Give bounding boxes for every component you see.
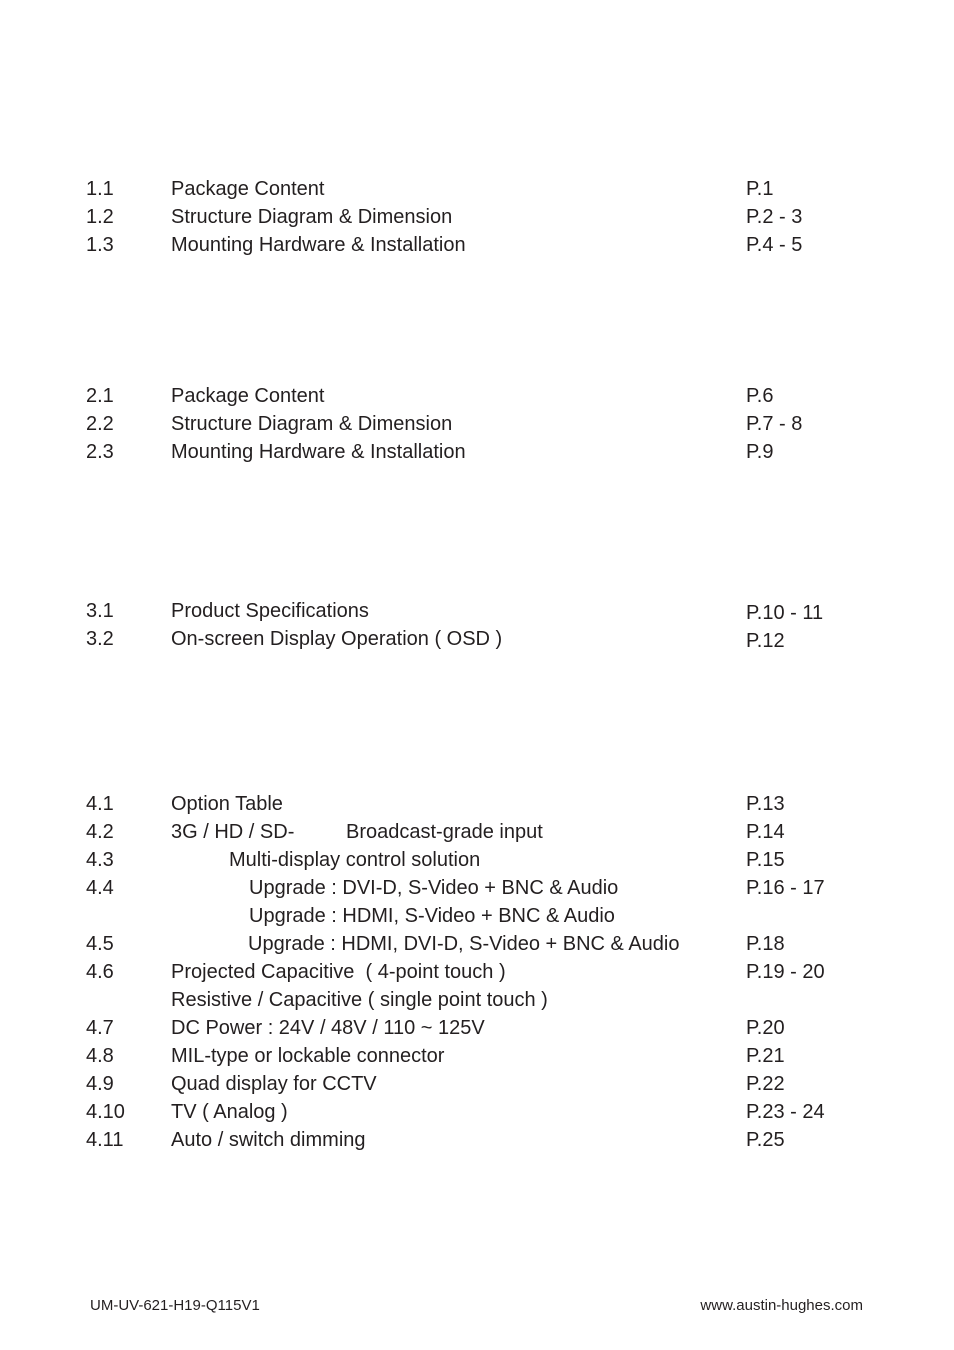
toc-number: 2.3	[86, 441, 114, 463]
toc-page-ref: P.1	[746, 178, 774, 200]
toc-page-ref: P.2 - 3	[746, 206, 803, 228]
toc-page-ref: P.10 - 11	[746, 602, 824, 624]
toc-title: Structure Diagram & Dimension	[171, 413, 453, 435]
toc-page-ref: P.7 - 8	[746, 413, 803, 435]
toc-title-continued: Broadcast-grade input	[346, 821, 543, 843]
toc-entry-4-4[interactable]	[0, 875, 954, 901]
toc-page-ref: P.15	[746, 849, 785, 871]
toc-title: TV ( Analog )	[171, 1101, 288, 1123]
toc-entry-3-1[interactable]	[0, 598, 954, 624]
toc-entry-4-7[interactable]	[0, 1015, 954, 1041]
toc-title: Projected Capacitive ( 4-point touch )	[171, 961, 506, 983]
footer-website-link[interactable]: www.austin-hughes.com	[700, 1297, 863, 1314]
toc-entry-3-2[interactable]	[0, 626, 954, 652]
toc-number: 2.2	[86, 413, 114, 435]
toc-title: MIL-type or lockable connector	[171, 1045, 445, 1067]
toc-entry-4-5[interactable]	[0, 931, 954, 957]
toc-title: Resistive / Capacitive ( single point touch )	[171, 989, 548, 1011]
toc-page-ref: P.9	[746, 441, 774, 463]
toc-title: Product Specifications	[171, 600, 369, 622]
toc-number: 4.9	[86, 1073, 114, 1095]
toc-number: 4.1	[86, 793, 114, 815]
toc-page-ref: P.25	[746, 1129, 785, 1151]
toc-entry-4-8[interactable]	[0, 1043, 954, 1069]
toc-title: 3G / HD / SD-	[171, 821, 295, 843]
toc-title: Package Content	[171, 385, 325, 407]
toc-number: 1.2	[86, 206, 114, 228]
toc-number: 4.11	[86, 1129, 124, 1151]
toc-title: On-screen Display Operation ( OSD )	[171, 628, 503, 650]
toc-number: 4.5	[86, 933, 114, 955]
toc-entry-2-2[interactable]	[0, 411, 954, 437]
toc-entry-4-9[interactable]	[0, 1071, 954, 1097]
toc-entry-4-6b[interactable]	[0, 987, 954, 1013]
toc-number: 2.1	[86, 385, 114, 407]
toc-entry-1-3[interactable]	[0, 232, 954, 258]
toc-title: Upgrade : HDMI, S-Video + BNC & Audio	[249, 905, 615, 927]
toc-number: 4.6	[86, 961, 114, 983]
toc-entry-2-1[interactable]	[0, 383, 954, 409]
toc-title: Auto / switch dimming	[171, 1129, 366, 1151]
toc-title: Quad display for CCTV	[171, 1073, 377, 1095]
toc-page-ref: P.23 - 24	[746, 1101, 825, 1123]
toc-title: Package Content	[171, 178, 325, 200]
toc-entry-4-11[interactable]	[0, 1127, 954, 1153]
toc-page-ref: P.19 - 20	[746, 961, 825, 983]
toc-title: Multi-display control solution	[229, 849, 481, 871]
toc-page-ref: P.16 - 17	[746, 877, 825, 899]
toc-number: 4.2	[86, 821, 114, 843]
toc-entry-1-1[interactable]	[0, 176, 954, 202]
toc-title: Mounting Hardware & Installation	[171, 234, 466, 256]
toc-number: 4.4	[86, 877, 114, 899]
toc-number: 1.3	[86, 234, 114, 256]
toc-title: Mounting Hardware & Installation	[171, 441, 466, 463]
toc-entry-4-6[interactable]	[0, 959, 954, 985]
toc-number: 1.1	[86, 178, 114, 200]
toc-title: Upgrade : DVI-D, S-Video + BNC & Audio	[249, 877, 619, 899]
toc-page-ref: P.14	[746, 821, 785, 843]
toc-entry-2-3[interactable]	[0, 439, 954, 465]
toc-number: 3.2	[86, 628, 114, 650]
toc-title: Option Table	[171, 793, 283, 815]
toc-page-ref: P.4 - 5	[746, 234, 803, 256]
toc-number: 4.7	[86, 1017, 114, 1039]
toc-title: Upgrade : HDMI, DVI-D, S-Video + BNC & Audio	[248, 933, 680, 955]
toc-entry-1-2[interactable]	[0, 204, 954, 230]
toc-title: Structure Diagram & Dimension	[171, 206, 453, 228]
toc-page-ref: P.21	[746, 1045, 785, 1067]
toc-page-ref: P.22	[746, 1073, 785, 1095]
toc-page-ref: P.6	[746, 385, 774, 407]
toc-number: 4.10	[86, 1101, 125, 1123]
toc-page-ref: P.18	[746, 933, 785, 955]
toc-number: 4.8	[86, 1045, 114, 1067]
toc-entry-4-2[interactable]	[0, 819, 954, 845]
toc-page-ref: P.13	[746, 793, 785, 815]
toc-entry-4-10[interactable]	[0, 1099, 954, 1125]
toc-page-ref: P.20	[746, 1017, 785, 1039]
toc-title: DC Power : 24V / 48V / 110 ~ 125V	[171, 1017, 485, 1039]
toc-entry-4-4b[interactable]	[0, 903, 954, 929]
toc-number: 4.3	[86, 849, 114, 871]
toc-entry-4-3[interactable]	[0, 847, 954, 873]
footer-doc-code: UM-UV-621-H19-Q115V1	[90, 1297, 260, 1314]
toc-entry-4-1[interactable]	[0, 791, 954, 817]
toc-number: 3.1	[86, 600, 114, 622]
toc-page-ref: P.12	[746, 630, 785, 652]
